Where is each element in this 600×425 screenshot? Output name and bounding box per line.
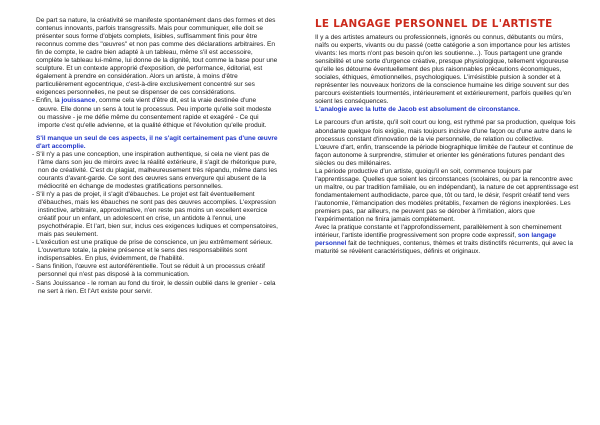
paragraph-langage-text: fait de techniques, contenus, thèmes et traits distinctifs récurrents, qui avec la maturité se révèlent caractéristiques, définis et originaux. (315, 240, 574, 256)
paragraph-langage-prefix: Avec la pratique constante et l'approfondissement, parallèlement à son cheminement intérieur, l'artiste identifie progressivement son propre code expressif, (315, 224, 562, 240)
bullet-jouissance-text: , comme cela vient d'être dit, est la vraie destinée d'une œuvre. Elle donne un sens à tout le processus. Peu importe qu'elle soit modeste ou massive - je me défie même du consentement rapide et exagéré - Ce qui importe c'est qu'elle advienne, et la qualité éthique et l'évolution qu'elle produit. (38, 97, 272, 129)
keyword-jouissance: jouissance (61, 97, 96, 105)
paragraph-artists: Il y a des artistes amateurs ou professionnels, ignorés ou connus, débutants ou mûrs, naïfs ou experts, vivants ou du passé (cette catégorie a son importance pour les artistes vivants: les morts n'ont pas besoin qu'on les soutienne...). Tous partagent une grande sensibilité et une sorte d'urgence créative, presque physiologique, tellement vigoureuse qu'elle les détourne éventuellement des plus raisonnables précautions économiques, sociales, éthiques, émotionnelles, psychologiques. L'irrésistible pulsion à sonder et à représenter les nouveaux horizons de la conscience humaine les dirige souvent sur des parcours existentiels tourmentés, intérieurement et extérieurement, parfois quelles qu'en soient les conséquences. (315, 34, 571, 106)
intro-paragraph: De part sa nature, la créativité se manifeste spontanément dans des formes et des contenus innovants, parfois transgressifs. Mais pour communiquer, elle doit se présenter sous forme d'objets complets, lisibles, suffisamment finis pour être reconnus comme des "œuvres" et non pas comme des déclarations arbitraires. En fin de compte, le cadre bien adapté à un tableau, même s'il est accessoire, complète le tableau lui-même, lui donne de la dignité, tout comme la base pour une sculpture. Et un contexte approprié d'exposition, de performance, éditorial, est également à prendre en considération. Alors un artiste, à moins d'être particulièrement egocentrique, c'est-à-dire exclusivement concentré sur ses exigences personnelles, ne peut se dispenser de ces considérations. (36, 17, 278, 97)
paragraph-oeuvre: L'œuvre d'art, enfin, transcende la période biographique limitée de l'auteur et continue de façon autonome à surprendre, stimuler et orienter les générations futures pendant des siècles ou des millénaires. (315, 143, 574, 167)
paragraph-langage (315, 224, 579, 256)
highlight-statement: S'il manque un seul de ces aspects, il ne s'agit certainement pas d'une œuvre d'art accomplie. (36, 134, 278, 150)
paragraph-apprentissage: La période productive d'un artiste, quoiqu'il en soit, commence toujours par l'apprentissage. Quelles que soient les circonstances (scolaires, ou par la rencontre avec un maître, ou par tradition familiale, ou en indépendant), la nature de cet apprentissage est fondamentalement authodidacte, parce que, tôt ou tard, le désir, l'esprit créatif tend vers l'autonomie, l'émancipation des modèles prétablis, l'examen de régions inexplorées. Les premiers pas, par ailleurs, ne peuvent pas se dérober à l'imitation, alors que l'expérimentation ne finira jamais complètement. (315, 167, 579, 224)
left-column (32, 17, 278, 296)
bullet-conception: - S'il n'y a pas une conception, une inspiration authentique, si cela ne vient pas de l'âme dans son jeu de miroirs avec la réalité extérieure, il s'agit de rhétorique pure, non de créativité. C'est du plagiat, malheureusement très répandu, même dans les courants d'avant-garde. Ce sont des œuvres sans envergure qui abusent de la médiocrité en échange de modestes gratifications personnelles. (32, 150, 278, 190)
right-column (315, 18, 579, 256)
bullet-jouissance (32, 97, 278, 129)
keyword-langage-personnel: son langage personnel (315, 232, 557, 248)
section-title: LE LANGAGE PERSONNEL DE L'ARTISTE (315, 18, 553, 30)
bullet-finition: - Sans finition, l'œuvre est autoréférentielle. Tout se réduit à un processus créatif personnel qui n'est pas disposé à la communication. (32, 263, 265, 279)
bullet-execution: - L'exécution est une pratique de prise de conscience, un jeu extrêmement sérieux. L'ouverture totale, la pleine présence et le sens des responsabilités sont indispensables. En plus, évidemment, de l'habilité. (32, 239, 273, 263)
bullet-sans-jouissance: - Sans Jouissance - le roman au fond du tiroir, le dessin oublié dans le grenier - cela ne sert à rien. Et l'Art existe pour servir. (32, 279, 276, 295)
bullet-projet: - S'il n'y a pas de projet, il s'agit d'ébauches. Le projet est fait éventuellement d'ébauches, mais les ébauches ne sont pas des œuvres accomplies. L'expression instinctive, arbitraire, approximative, n'en reste pas moins un excellent exercice créatif pour un enfant, un adolescent en crise, un antidote à l'ennui, une psychothérapie. Et l'art, bien sur, inclus ces exigences ludiques et compensatoires, mais pas seulement. (32, 190, 278, 239)
paragraph-parcours: Le parcours d'un artiste, qu'il soit court ou long, est rythmé par sa production, quelque fois abondante quelque fois exigüe, mais toujours incisive d'une façon ou d'une autre dans le processus constant d'innovation de la vie personnelle, de relation ou collective. (315, 119, 576, 143)
bullet-jouissance-prefix: - Enfin, la (32, 97, 62, 105)
highlight-jacob: L'analogie avec la lutte de Jacob est absolument de circonstance. (315, 106, 520, 114)
